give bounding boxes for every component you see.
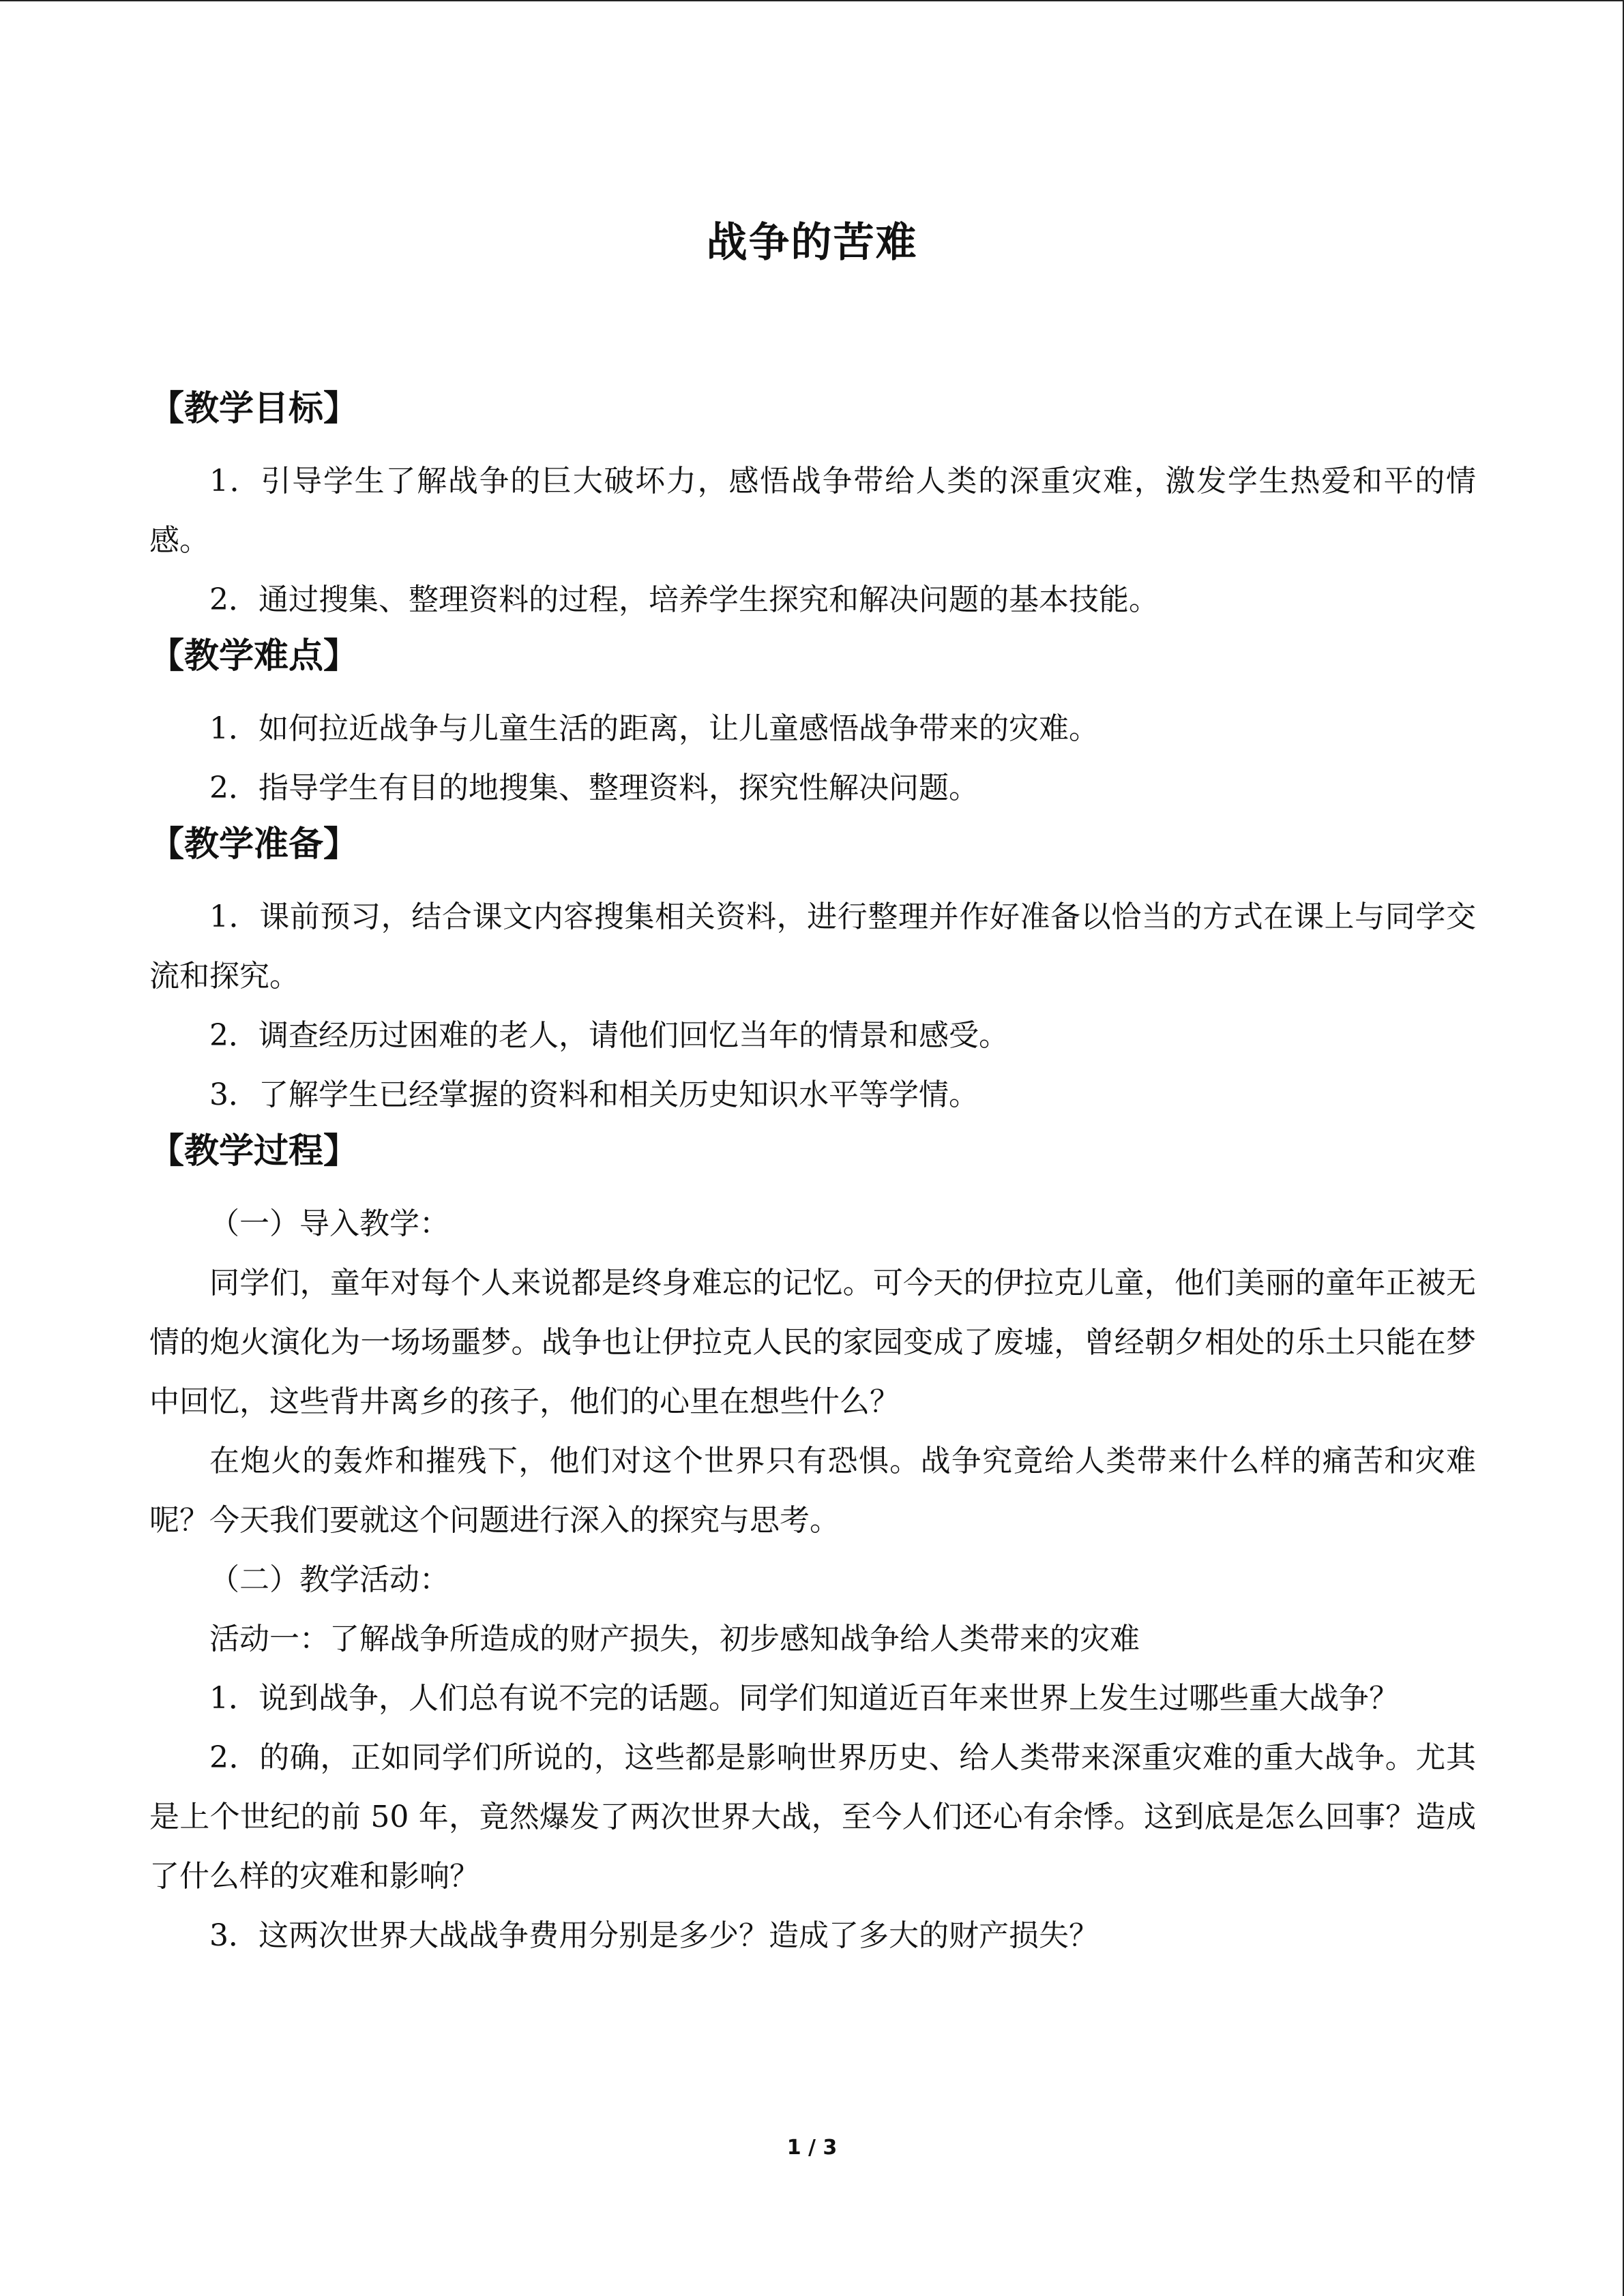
paragraph: 2．指导学生有目的地搜集、整理资料，探究性解决问题。 (209, 771, 979, 805)
paragraph: 2．通过搜集、整理资料的过程，培养学生探究和解决问题的基本技能。 (209, 582, 1159, 617)
paragraph: 1．课前预习，结合课文内容搜集相关资料，进行整理并作好准备以恰当的方式在课上与同学交流和探究。 (149, 899, 1476, 994)
document-body (149, 382, 1476, 1965)
section-teaching-process (149, 1124, 1476, 1965)
paragraph: 在炮火的轰炸和摧残下，他们对这个世界只有恐惧。战争究竟给人类带来什么样的痛苦和灾难呢？今天我们要就这个问题进行深入的探究与思考。 (149, 1444, 1476, 1538)
section-teaching-difficulties (149, 629, 1476, 818)
page-border-top (0, 0, 1624, 1)
section-heading: 【教学准备】 (149, 824, 359, 865)
paragraph: 1．说到战争，人们总有说不完的话题。同学们知道近百年来世界上发生过哪些重大战争？ (209, 1681, 1399, 1716)
paragraph: 同学们，童年对每个人来说都是终身难忘的记忆。可今天的伊拉克儿童，他们美丽的童年正被无情的炮火演化为一场场噩梦。战争也让伊拉克人民的家园变成了废墟，曾经朝夕相处的乐土只能在梦中回忆，这些背井离乡的孩子，他们的心里在想些什么？ (149, 1266, 1476, 1419)
paragraph: 3．了解学生已经掌握的资料和相关历史知识水平等学情。 (209, 1077, 979, 1112)
document-title: 战争的苦难 (706, 219, 918, 267)
section-teaching-goals (149, 382, 1476, 629)
section-heading: 【教学过程】 (149, 1131, 359, 1172)
paragraph: （一）导入教学： (209, 1206, 449, 1241)
paragraph: 2．调查经历过困难的老人，请他们回忆当年的情景和感受。 (209, 1018, 1009, 1053)
paragraph: 2．的确，正如同学们所说的，这些都是影响世界历史、给人类带来深重灾难的重大战争。尤其是上个世纪的前 50 年，竟然爆发了两次世界大战，至今人们还心有余悸。这到底是怎么回事？造成了什么样的灾难和影响？ (149, 1740, 1476, 1894)
section-heading: 【教学目标】 (149, 389, 359, 429)
paragraph: （二）教学活动： (209, 1562, 449, 1597)
paragraph: 活动一：了解战争所造成的财产损失，初步感知战争给人类带来的灾难 (209, 1622, 1140, 1656)
section-teaching-preparation (149, 818, 1476, 1124)
section-heading: 【教学难点】 (149, 636, 359, 676)
paragraph: 1．如何拉近战争与儿童生活的距离，让儿童感悟战争带来的灾难。 (209, 711, 1099, 746)
paragraph: 1．引导学生了解战争的巨大破坏力，感悟战争带给人类的深重灾难，激发学生热爱和平的情感。 (149, 464, 1476, 558)
page-number: 1 / 3 (786, 2136, 838, 2160)
paragraph: 3．这两次世界大战战争费用分别是多少？造成了多大的财产损失？ (209, 1918, 1099, 1953)
